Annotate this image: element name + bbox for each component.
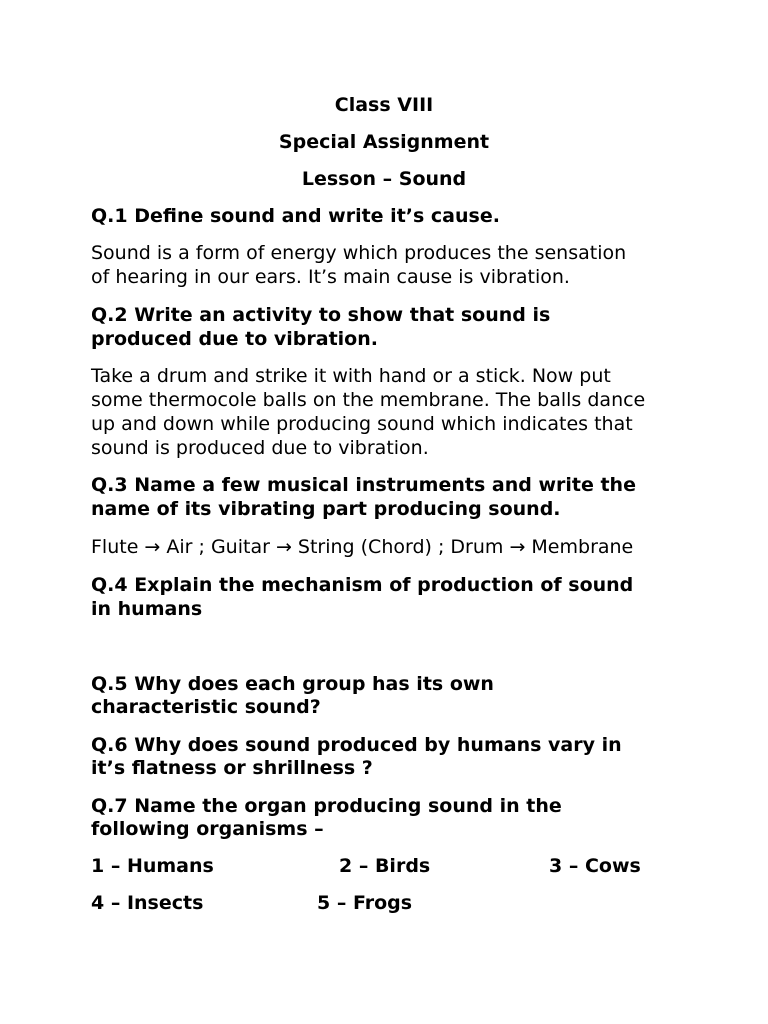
question-6-line-1: Q.6 Why does sound produced by humans vary in — [91, 734, 622, 756]
question-3-line-1: Q.3 Name a few musical instruments and write the — [91, 474, 636, 496]
question-5-line-1: Q.5 Why does each group has its own — [91, 673, 494, 695]
question-7-line-1: Q.7 Name the organ producing sound in the — [91, 795, 562, 817]
answer-2-line-2: some thermocole balls on the membrane. The balls dance — [91, 389, 646, 411]
organism-item-humans: 1 – Humans — [91, 855, 214, 877]
question-4-line-1: Q.4 Explain the mechanism of production of sound — [91, 574, 634, 596]
question-1: Q.1 Define sound and write it’s cause. — [91, 205, 500, 227]
question-2-line-1: Q.2 Write an activity to show that sound is — [91, 304, 551, 326]
class-label: Class VIII — [334, 94, 434, 116]
question-6-line-2: it’s flatness or shrillness ? — [91, 757, 373, 779]
question-3-line-2: name of its vibrating part producing sound. — [91, 498, 561, 520]
answer-2-line-3: up and down while producing sound which indicates that — [91, 413, 633, 435]
organism-item-insects: 4 – Insects — [91, 892, 204, 914]
answer-2-line-4: sound is produced due to vibration. — [91, 437, 429, 459]
question-2-line-2: produced due to vibration. — [91, 328, 378, 350]
question-7-line-2: following organisms – — [91, 818, 324, 840]
answer-2-line-1: Take a drum and strike it with hand or a stick. Now put — [91, 365, 611, 387]
answer-1-line-2: of hearing in our ears. It’s main cause is vibration. — [91, 266, 570, 288]
organism-item-frogs: 5 – Frogs — [317, 892, 413, 914]
organism-item-birds: 2 – Birds — [339, 855, 431, 877]
organism-item-cows: 3 – Cows — [549, 855, 641, 877]
assignment-title: Special Assignment — [278, 131, 490, 153]
question-5-line-2: characteristic sound? — [91, 696, 321, 718]
lesson-title: Lesson – Sound — [301, 168, 467, 190]
answer-3-line-1: Flute → Air ; Guitar → String (Chord) ; Drum → Membrane — [91, 536, 634, 558]
answer-1-line-1: Sound is a form of energy which produces the sensation — [91, 242, 627, 264]
question-4-line-2: in humans — [91, 598, 203, 620]
